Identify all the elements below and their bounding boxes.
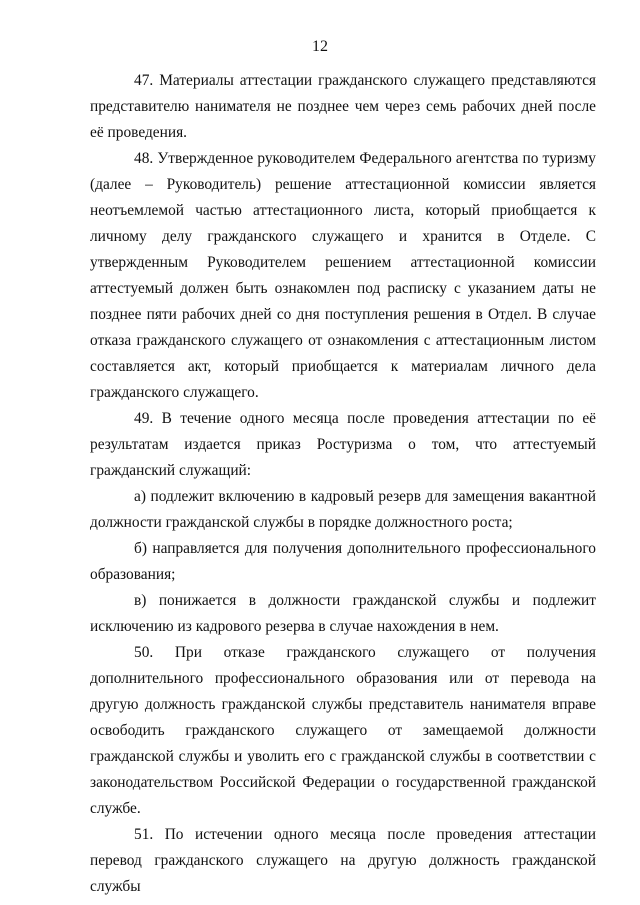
list-item-a: а) подлежит включению в кадровый резерв для замещения вакантной должности гражданской службы в порядке должностного роста;: [90, 488, 596, 531]
paragraph-47: 47. Материалы аттестации гражданского служащего представляются представителю нанимателя не позднее чем через семь рабочих дней после её проведения.: [90, 72, 596, 141]
list-item-c: в) понижается в должности гражданской службы и подлежит исключению из кадрового резерва в случае нахождения в нем.: [90, 592, 596, 635]
page-number: 12: [312, 38, 328, 55]
list-item-b: б) направляется для получения дополнительного профессионального образования;: [90, 540, 596, 583]
paragraph-51: 51. По истечении одного месяца после проведения аттестации перевод гражданского служащего на другую должность гражданской службы: [90, 826, 596, 895]
paragraph-48: 48. Утвержденное руководителем Федерального агентства по туризму (далее – Руководитель) решение аттестационной комиссии является неотъемлемой частью аттестационного листа, который приобщается к личному делу гражданского служащего и хранится в Отделе. С утвержденным Руководителем решением аттестационной комиссии аттестуемый должен быть ознакомлен под расписку с указанием даты не позднее пяти рабочих дней со дня поступления решения в Отдел. В случае отказа гражданского служащего от ознакомления с аттестационным листом составляется акт, который приобщается к материалам личного дела гражданского служащего.: [90, 150, 596, 401]
paragraph-50: 50. При отказе гражданского служащего от получения дополнительного профессионального образования или от перевода на другую должность гражданской службы представитель нанимателя вправе освободить гражданского служащего от замещаемой должности гражданской службы и уволить его с гражданской службы в соответствии с законодательством Российской Федерации о государственной гражданской службе.: [90, 644, 596, 817]
paragraph-49: 49. В течение одного месяца после проведения аттестации по её результатам издается приказ Ростуризма о том, что аттестуемый гражданский служащий:: [90, 410, 596, 479]
document-body: [90, 68, 596, 900]
